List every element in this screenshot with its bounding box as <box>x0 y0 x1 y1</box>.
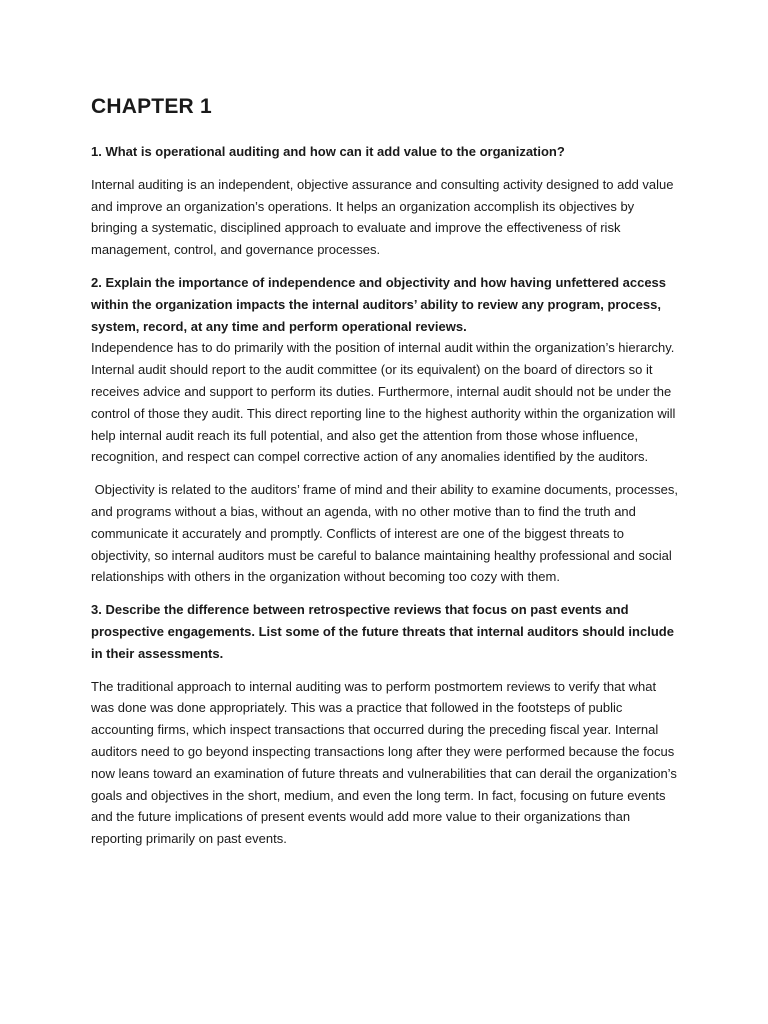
answer-2-paragraph-1: Independence has to do primarily with the position of internal audit within the organization’s hierarchy. Internal audit should report to the audit committee (or its equivalent) on the board of directors so it receives advice and support to perform its duties. Furthermore, internal audit should not be under the control of those they audit. This direct reporting line to the highest authority within the organization will help internal audit reach its full potential, and also get the attention from those whose influence, recognition, and respect can compel corrective action of any anomalies identified by the auditors. <box>91 340 676 465</box>
question-1: 1. What is operational auditing and how can it add value to the organization? <box>91 144 565 159</box>
document-page <box>91 92 681 850</box>
answer-2-paragraph-2: Objectivity is related to the auditors’ frame of mind and their ability to examine documents, processes, and programs without a bias, without an agenda, with no other motive than to find the truth and communicate it accurately and promptly. Conflicts of interest are one of the biggest threats to objectivity, so internal auditors must be careful to balance maintaining healthy professional and social relationships with others in the organization without becoming too cozy with them. <box>91 482 682 585</box>
question-2: 2. Explain the importance of independence and objectivity and how having unfettered access within the organization impacts the internal auditors’ ability to review any program, process, system, record, at any time and perform operational reviews. <box>91 274 667 334</box>
question-3: 3. Describe the difference between retrospective reviews that focus on past events and prospective engagements. List some of the future threats that internal auditors should include in their assessments. <box>91 602 674 661</box>
answer-3-paragraph-1: The traditional approach to internal auditing was to perform postmortem reviews to verify that what was done was done appropriately. This was a practice that followed in the footsteps of public accounting firms, which inspect transactions that occurred during the preceding fiscal year. Internal auditors need to go beyond inspecting transactions long after they were performed because the focus now leans toward an examination of future threats and vulnerabilities that can derail the organization’s goals and objectives in the short, medium, and even the long term. In fact, focusing on future events and the future implications of present events would add more value to their organizations than reporting primarily on past events. <box>91 678 677 847</box>
answer-1-paragraph-1: Internal auditing is an independent, objective assurance and consulting activity designed to add value and improve an organization’s operations. It helps an organization accomplish its objectives by bringing a systematic, disciplined approach to evaluate and improve the effectiveness of risk management, control, and governance processes. <box>91 176 674 258</box>
chapter-title: CHAPTER 1 <box>91 95 212 118</box>
